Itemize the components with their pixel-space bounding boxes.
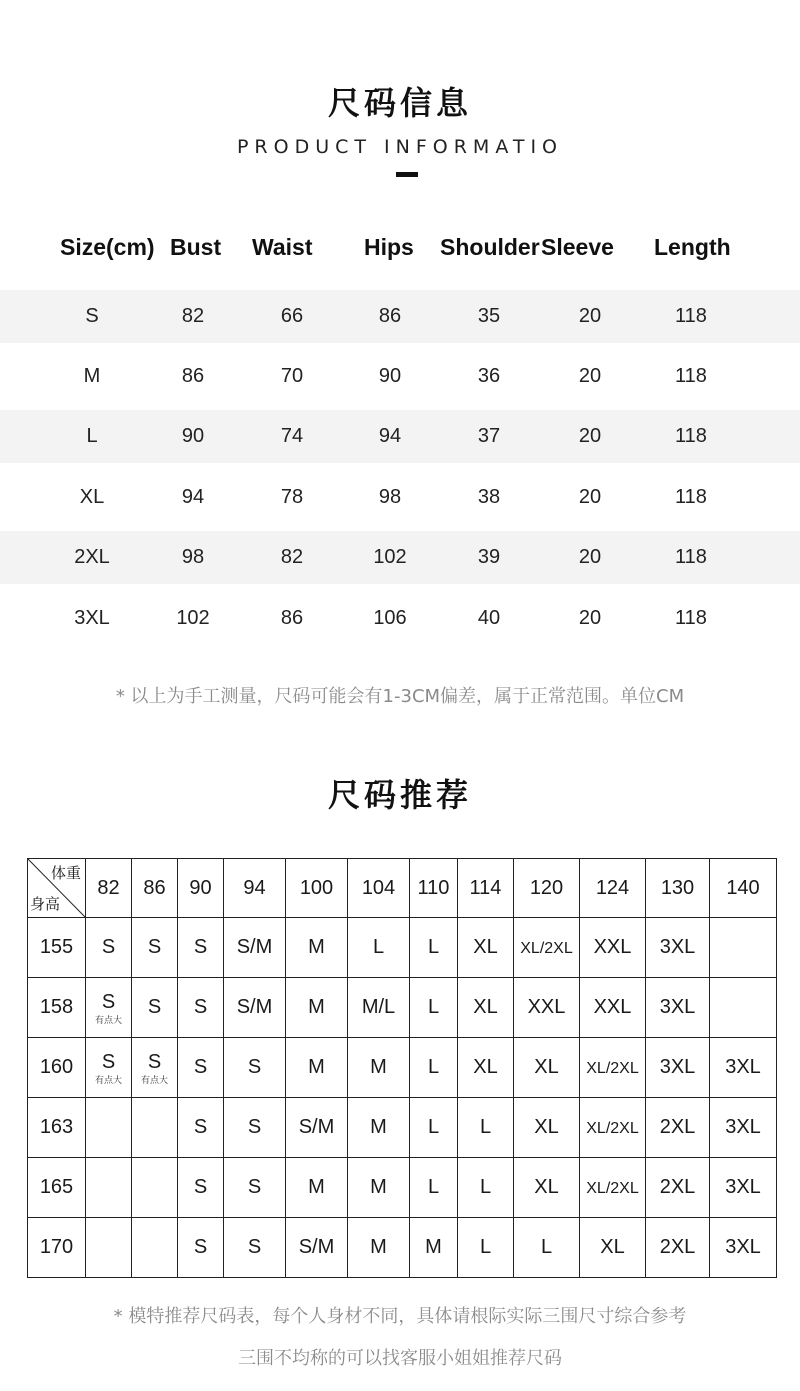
header-length: Length [654,234,731,260]
size-cell: 118 [675,305,707,327]
size-table-note: * 以上为手工测量，尺码可能会有1-3CM偏差，属于正常范围。单位CM [115,686,685,707]
size-cell: 82 [181,305,205,327]
height-header: 170 [28,1218,86,1278]
size-row [0,531,800,584]
recommend-cell [224,1098,286,1158]
recommend-size: 3XL [659,1056,696,1078]
size-info-subtitle: PRODUCT INFORMATIO [236,136,564,158]
recommend-size: S [193,1236,208,1258]
recommend-cell [646,1218,710,1278]
size-cell: 118 [675,607,707,629]
recommend-note-line2: 三围不均称的可以找客服小姐姐推荐尺码 [238,1348,562,1369]
size-cell: 20 [578,305,602,327]
recommend-cell [514,978,580,1038]
recommend-size: XL/2XL [586,1060,639,1077]
recommend-cell [132,1158,178,1218]
recommend-cell [710,1098,777,1158]
size-cell: 102 [373,546,407,568]
size-cell: 118 [675,365,707,387]
weight-header: 120 [514,859,580,918]
size-cell: 20 [578,486,602,508]
recommend-cell [348,918,410,978]
recommend-cell [132,1218,178,1278]
recommend-note-line1: * 模特推荐尺码表，每个人身材不同，具体请根际实际三围尺寸综合参考 [113,1306,687,1327]
recommend-size: S [101,936,116,958]
size-cell: 39 [477,546,501,568]
recommend-size: XL [473,1056,498,1078]
weight-header: 104 [348,859,410,918]
recommend-cell [458,1218,514,1278]
recommend-size: L [479,1236,492,1258]
recommend-cell [410,1158,458,1218]
recommend-cell [178,978,224,1038]
recommend-cell [86,978,132,1038]
recommend-size: XL [534,1116,559,1138]
size-cell: 86 [181,365,205,387]
recommend-size: S [247,1236,262,1258]
recommend-size: S [193,1176,208,1198]
recommend-cell [132,1038,178,1098]
recommend-cell [458,918,514,978]
recommend-size: S/M [236,936,273,958]
recommend-cell [710,1218,777,1278]
recommend-cell [286,1038,348,1098]
size-row [0,410,800,463]
size-cell: 98 [378,486,402,508]
recommend-cell [710,978,777,1038]
recommend-cell [458,1158,514,1218]
recommend-size: S [101,990,116,1013]
recommend-size: S [193,996,208,1018]
recommend-cell [580,1158,646,1218]
recommend-size: L [427,1116,440,1138]
corner-height-label: 身高 [30,896,61,913]
recommend-size: S [247,1176,262,1198]
size-cell: 78 [280,486,304,508]
recommend-size: 3XL [659,936,696,958]
recommend-size: M [425,1236,442,1258]
recommend-cell [86,1158,132,1218]
size-cell: L [86,425,98,447]
recommend-cell [348,1218,410,1278]
recommend-size: S [247,1056,262,1078]
size-table-header [0,234,800,274]
size-info-title: 尺码信息 [327,84,472,122]
recommend-cell [646,1038,710,1098]
size-cell: 36 [477,365,501,387]
recommend-size: XL/2XL [520,940,573,957]
recommend-cell [178,1098,224,1158]
recommend-cell [580,1218,646,1278]
recommend-cell [458,1098,514,1158]
header-size: Size(cm) [60,234,155,260]
size-cell: 20 [578,607,602,629]
recommend-size: S [147,996,162,1018]
recommend-cell [646,1098,710,1158]
recommend-cell [646,978,710,1038]
size-recommend-title: 尺码推荐 [327,776,472,814]
recommend-size: XL [534,1176,559,1198]
recommend-size: 2XL [659,1176,696,1198]
recommend-size: XL [600,1236,625,1258]
recommend-cell [286,1218,348,1278]
recommend-size: L [427,1176,440,1198]
size-cell: S [85,305,99,327]
recommend-cell [514,918,580,978]
size-cell: 66 [280,305,304,327]
recommend-cell [410,1098,458,1158]
recommend-cell [178,918,224,978]
recommend-cell [132,918,178,978]
weight-header: 86 [132,859,178,918]
recommend-size: M [308,1176,325,1198]
recommend-size: L [427,1056,440,1078]
recommend-cell [286,918,348,978]
size-row [0,592,800,645]
recommend-cell [86,1218,132,1278]
size-cell: 118 [675,486,707,508]
recommend-cell [132,1098,178,1158]
size-cell: 86 [378,305,402,327]
recommend-cell [710,1038,777,1098]
corner-cell [28,859,86,918]
recommend-size: L [479,1116,492,1138]
recommend-cell [286,1158,348,1218]
recommend-cell [514,1038,580,1098]
slightly-large-note: 有点大 [94,1014,122,1025]
recommend-row [28,1098,777,1158]
recommend-cell [410,918,458,978]
recommend-row [28,1218,777,1278]
size-cell: 86 [280,607,304,629]
recommend-size: S [147,1050,162,1073]
recommend-size: XL [473,996,498,1018]
recommend-cell [410,1038,458,1098]
recommend-size: XXL [593,936,632,958]
recommend-cell [580,918,646,978]
recommend-size: XL [534,1056,559,1078]
slightly-large-note: 有点大 [140,1074,168,1085]
recommend-size: 3XL [725,1056,761,1078]
recommend-cell [580,1098,646,1158]
weight-header: 130 [646,859,710,918]
recommend-size: S [147,936,162,958]
recommend-size: 3XL [725,1116,761,1138]
recommend-size: S/M [236,996,273,1018]
size-cell: 94 [181,486,205,508]
recommend-size: L [372,936,385,958]
recommend-cell [224,1038,286,1098]
recommend-row [28,1158,777,1218]
size-cell: 98 [181,546,205,568]
size-cell: XL [79,486,105,508]
recommend-cell [514,1098,580,1158]
recommend-size: S [193,1056,208,1078]
size-cell: 118 [675,425,707,447]
size-cell: 20 [578,546,602,568]
recommend-cell [646,918,710,978]
height-header: 158 [28,978,86,1038]
recommend-cell [410,978,458,1038]
recommend-cell [348,1098,410,1158]
header-bust: Bust [170,234,222,260]
recommend-size: M [308,996,325,1018]
recommend-row [28,1038,777,1098]
recommend-cell [132,978,178,1038]
recommend-size: 2XL [659,1236,696,1258]
recommend-size: S [247,1116,262,1138]
recommend-size: M [370,1056,387,1078]
size-row [0,350,800,403]
recommend-cell [86,1098,132,1158]
recommend-size: S [193,936,208,958]
height-header: 165 [28,1158,86,1218]
weight-header: 114 [458,859,514,918]
recommend-size: S [193,1116,208,1138]
recommend-size: L [540,1236,553,1258]
height-header: 163 [28,1098,86,1158]
recommend-cell [646,1158,710,1218]
recommend-cell [86,1038,132,1098]
size-cell: 74 [280,425,304,447]
size-cell: 35 [477,305,501,327]
recommend-cell [514,1218,580,1278]
size-cell: 70 [280,365,304,387]
slightly-large-note: 有点大 [94,1074,122,1085]
recommend-row [28,978,777,1038]
size-cell: M [83,365,101,387]
header-waist: Waist [252,234,313,260]
recommend-size: M/L [361,996,396,1018]
recommend-cell [224,1158,286,1218]
recommend-size: L [479,1176,492,1198]
size-cell: 40 [477,607,501,629]
size-cell: 20 [578,425,602,447]
recommend-size: 3XL [725,1176,761,1198]
size-cell: 82 [280,546,304,568]
recommend-size: XL/2XL [586,1120,639,1137]
size-cell: 20 [578,365,602,387]
weight-header: 100 [286,859,348,918]
recommend-cell [178,1218,224,1278]
header-sleeve: Sleeve [541,234,614,260]
size-cell: 118 [675,546,707,568]
recommend-cell [348,978,410,1038]
recommend-size: M [370,1116,387,1138]
weight-header: 140 [710,859,777,918]
size-cell: 90 [181,425,205,447]
recommend-cell [178,1158,224,1218]
weight-header: 82 [86,859,132,918]
recommend-cell [514,1158,580,1218]
recommend-size: XL/2XL [586,1180,639,1197]
weight-header: 124 [580,859,646,918]
recommend-row [28,918,777,978]
recommend-cell [348,1038,410,1098]
recommend-size: M [370,1236,387,1258]
recommend-size: S/M [298,1236,335,1258]
header-shoulder: Shoulder [440,234,540,260]
recommend-cell [224,918,286,978]
size-cell: 106 [373,607,407,629]
recommend-cell [710,918,777,978]
corner-weight-label: 体重 [50,865,81,882]
recommend-size: S [101,1050,116,1073]
recommend-cell [348,1158,410,1218]
recommend-size: XXL [527,996,566,1018]
recommend-size: 3XL [659,996,696,1018]
recommend-size: L [427,936,440,958]
title-dash-divider [396,172,418,177]
recommend-size: M [308,1056,325,1078]
size-recommend-table [27,858,777,1278]
header-hips: Hips [364,234,414,260]
recommend-cell [178,1038,224,1098]
height-header: 160 [28,1038,86,1098]
recommend-size: M [308,936,325,958]
size-cell: 2XL [74,546,110,568]
weight-header: 110 [410,859,458,918]
weight-header: 94 [224,859,286,918]
recommend-size: L [427,996,440,1018]
recommend-cell [580,1038,646,1098]
size-row [0,290,800,343]
recommend-header-row [28,859,777,918]
recommend-cell [86,918,132,978]
recommend-size: XL [473,936,498,958]
recommend-size: XXL [593,996,632,1018]
size-row [0,471,800,524]
recommend-cell [224,978,286,1038]
recommend-cell [710,1158,777,1218]
size-cell: 102 [176,607,210,629]
size-cell: 38 [477,486,501,508]
size-cell: 37 [477,425,501,447]
recommend-size: M [370,1176,387,1198]
recommend-cell [286,978,348,1038]
height-header: 155 [28,918,86,978]
recommend-size: 3XL [725,1236,761,1258]
recommend-size: 2XL [659,1116,696,1138]
recommend-cell [458,1038,514,1098]
size-cell: 94 [378,425,402,447]
recommend-cell [286,1098,348,1158]
size-cell: 90 [378,365,402,387]
recommend-cell [458,978,514,1038]
weight-header: 90 [178,859,224,918]
size-cell: 3XL [74,607,110,629]
recommend-size: S/M [298,1116,335,1138]
recommend-cell [580,978,646,1038]
recommend-cell [410,1218,458,1278]
recommend-cell [224,1218,286,1278]
